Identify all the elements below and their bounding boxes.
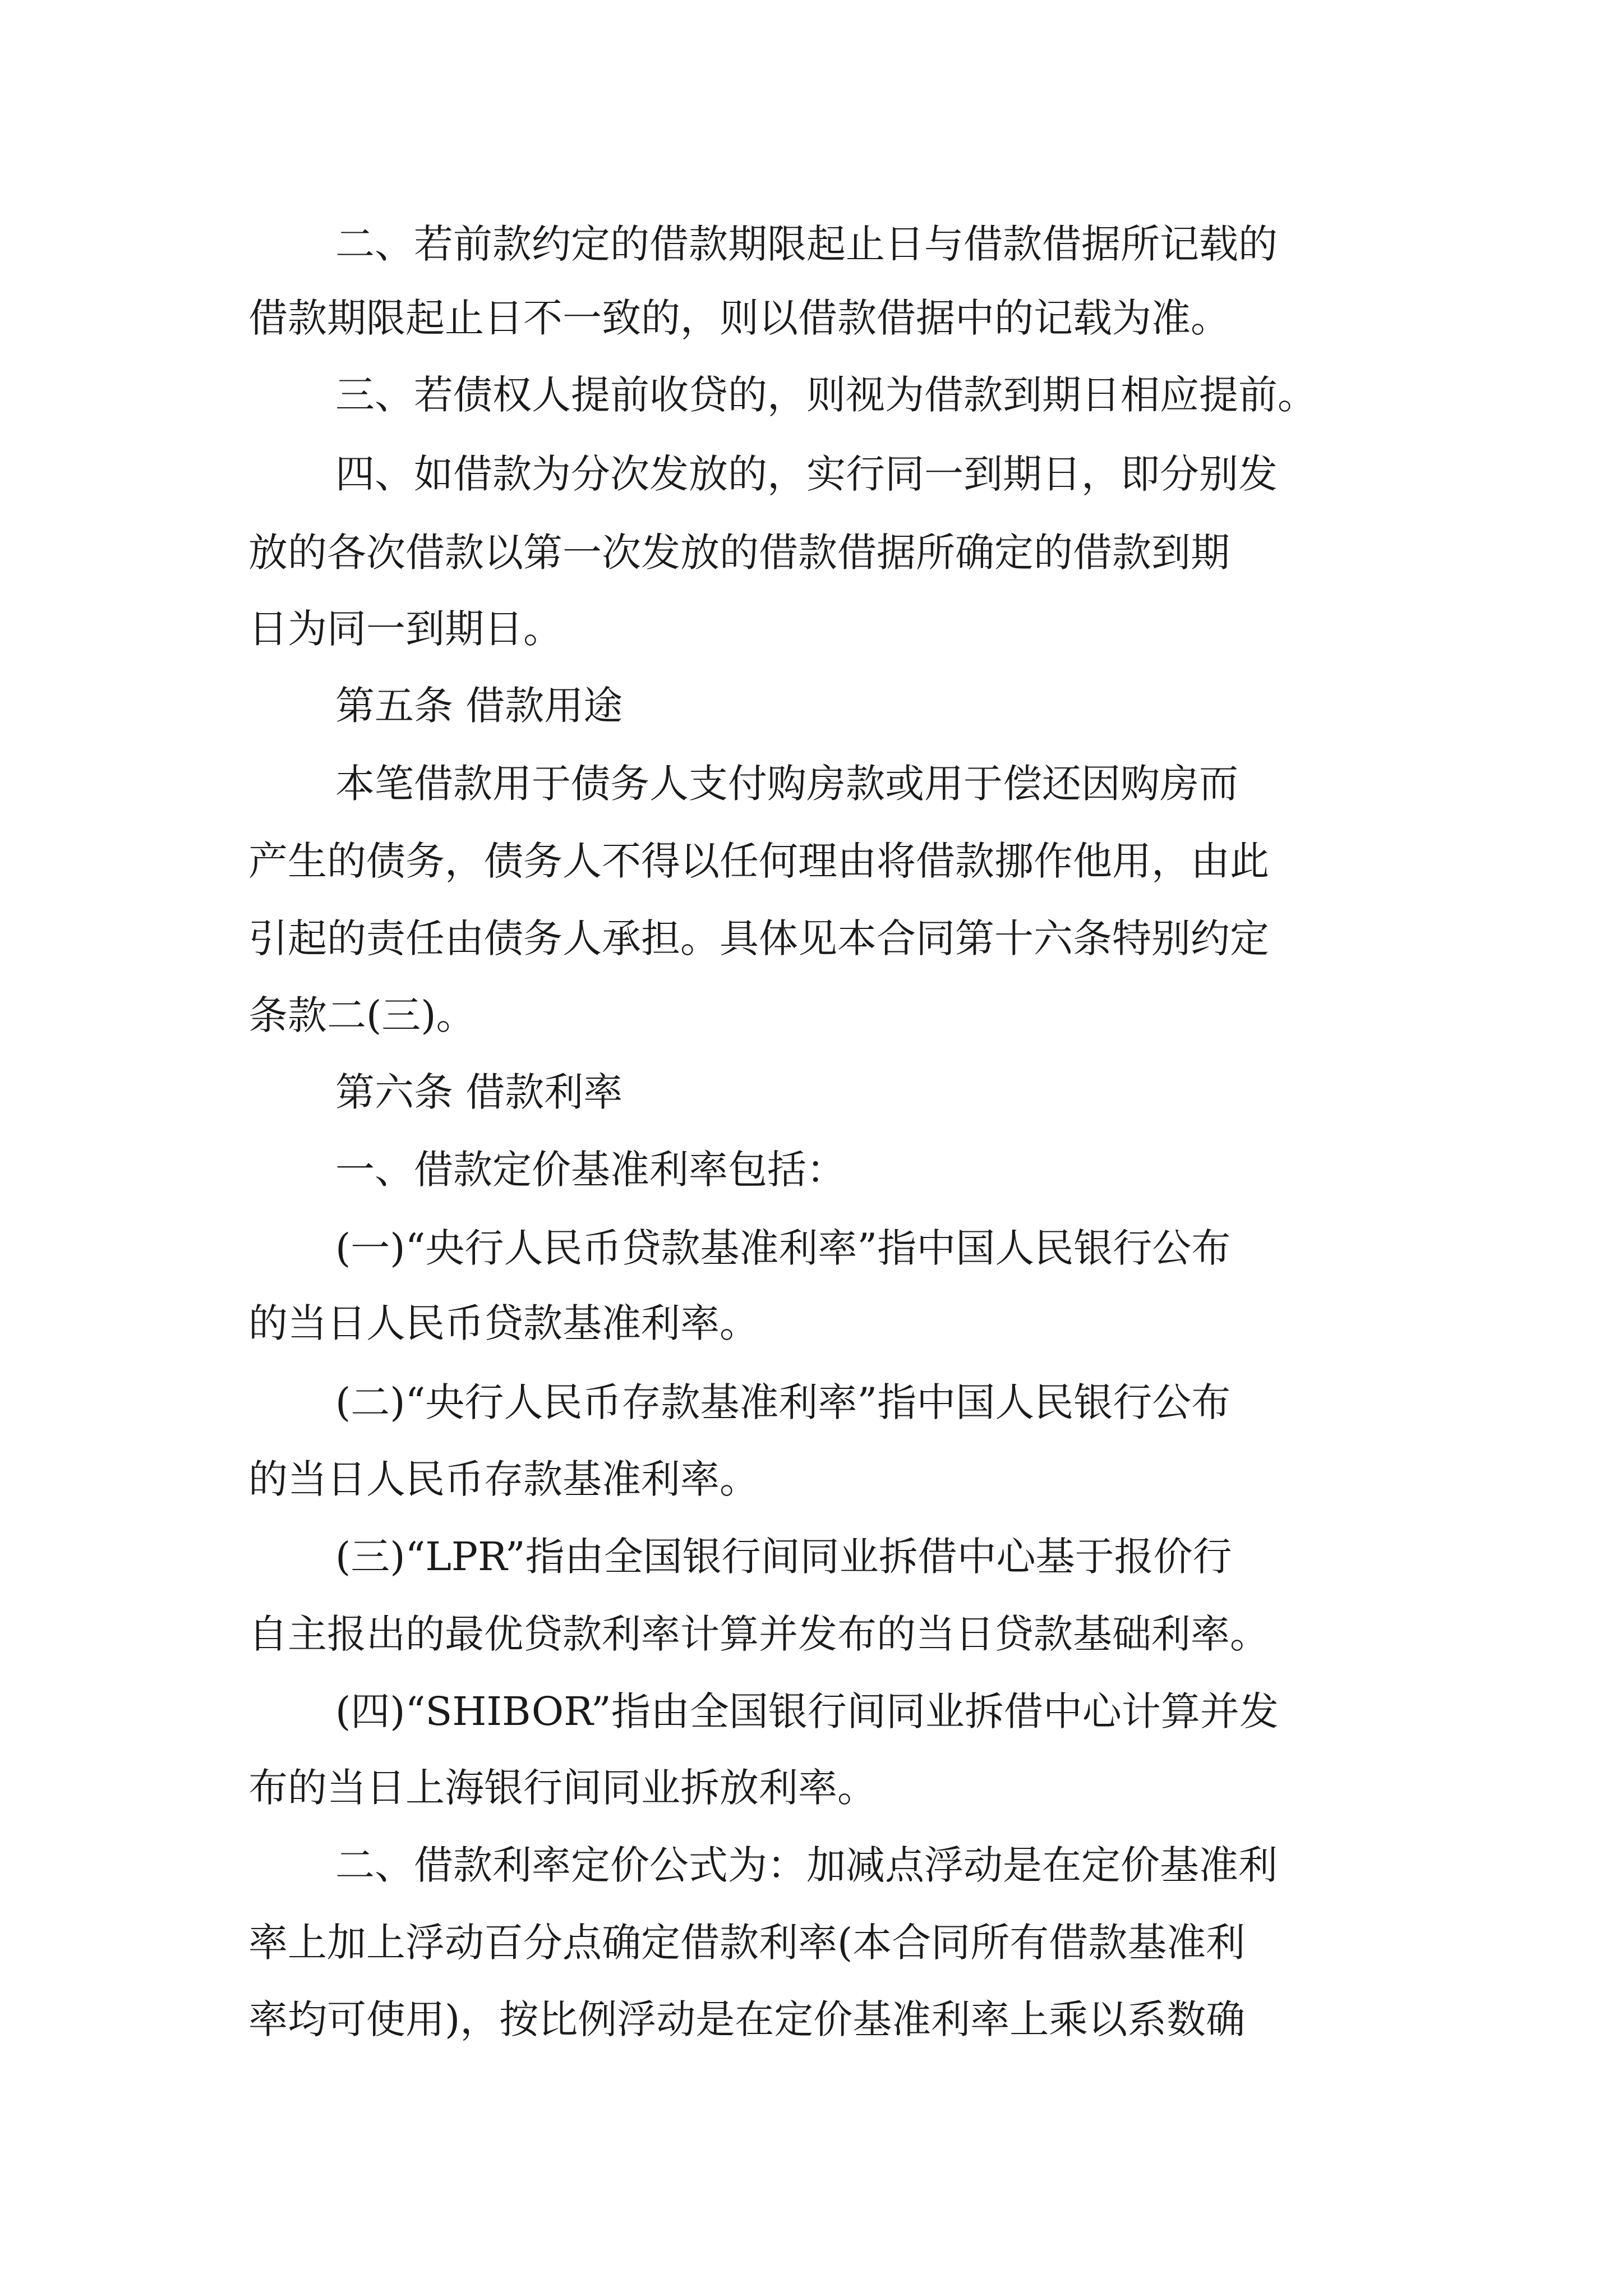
text-line: 布的当日上海银行间同业拆放利率。 (248, 1765, 877, 1811)
text-line: (三)“LPR”指由全国银行间同业拆借中心基于报价行 (335, 1534, 1232, 1580)
text-line: 本笔借款用于债务人支付购房款或用于偿还因购房而 (335, 761, 1238, 807)
text-line: 的当日人民币贷款基准利率。 (248, 1300, 759, 1346)
text-line: 率均可使用)，按比例浮动是在定价基准利率上乘以系数确 (248, 1996, 1246, 2042)
text-line: 一、借款定价基准利率包括： (335, 1147, 846, 1193)
text-line: 借款期限起止日不一致的，则以借款借据中的记载为准。 (248, 295, 1230, 341)
text-line: (四)“SHIBOR”指由全国银行间同业拆借中心计算并发 (335, 1688, 1279, 1734)
text-line: 条款二(三)。 (248, 992, 476, 1038)
text-line: 自主报出的最优贷款利率计算并发布的当日贷款基础利率。 (248, 1611, 1269, 1657)
text-line: 的当日人民币存款基准利率。 (248, 1456, 759, 1502)
text-line: (一)“央行人民币贷款基准利率”指中国人民银行公布 (335, 1225, 1231, 1271)
text-line: 三、若债权人提前收贷的，则视为借款到期日相应提前。 (335, 372, 1317, 418)
text-line: 四、如借款为分次发放的，实行同一到期日，即分别发 (335, 451, 1278, 497)
text-line: 二、若前款约定的借款期限起止日与借款借据所记载的 (335, 221, 1278, 267)
text-line: (二)“央行人民币存款基准利率”指中国人民银行公布 (335, 1379, 1231, 1425)
text-line: 二、借款利率定价公式为：加减点浮动是在定价基准利 (335, 1842, 1278, 1888)
text-line: 日为同一到期日。 (248, 606, 562, 652)
text-line: 引起的责任由债务人承担。具体见本合同第十六条特别约定 (248, 915, 1269, 961)
section-heading: 第六条 借款利率 (335, 1069, 623, 1115)
section-heading: 第五条 借款用途 (335, 683, 623, 729)
text-line: 产生的债务，债务人不得以任何理由将借款挪作他用，由此 (248, 838, 1269, 884)
text-line: 放的各次借款以第一次发放的借款借据所确定的借款到期 (248, 530, 1230, 576)
text-line: 率上加上浮动百分点确定借款利率(本合同所有借款基准利 (248, 1920, 1246, 1966)
